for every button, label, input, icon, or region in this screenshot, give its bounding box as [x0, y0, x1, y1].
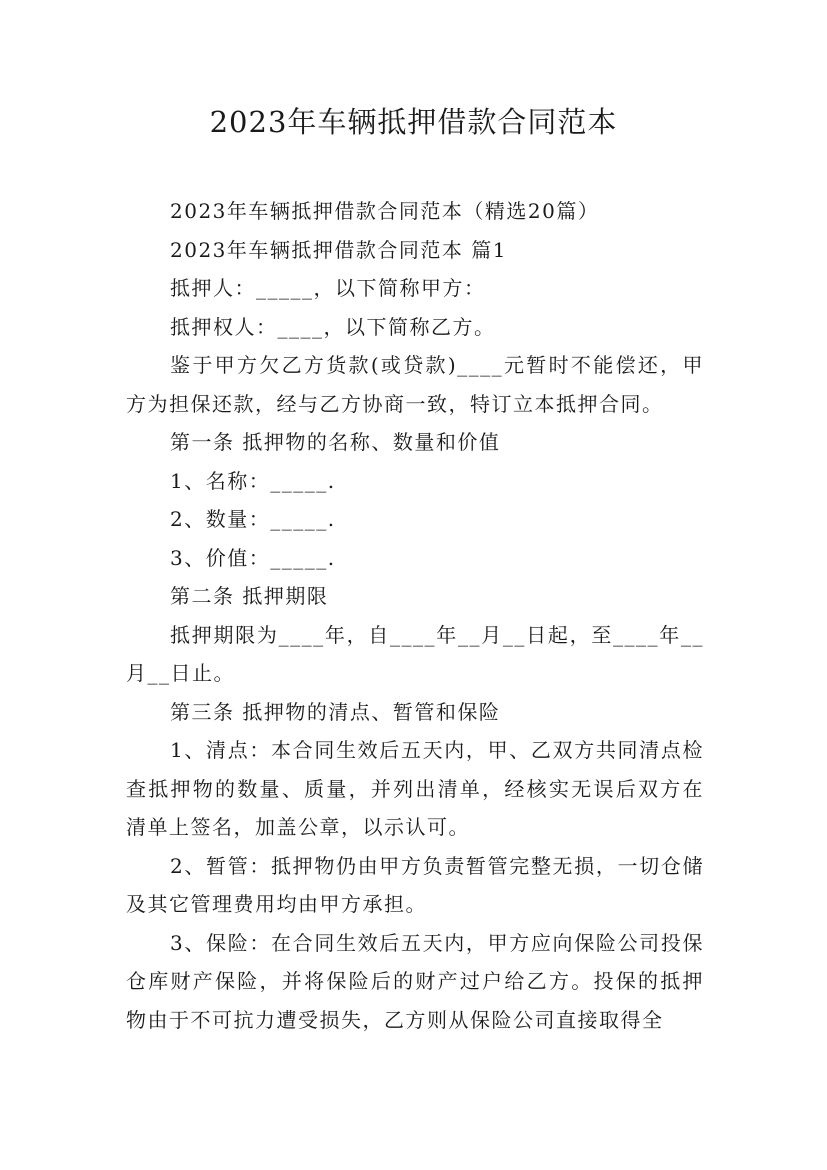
term-paragraph: 抵押期限为____年，自____年__月__日起，至____年__月__日止。 — [126, 622, 704, 685]
article-heading: 第一条 抵押物的名称、数量和价值 — [170, 430, 501, 454]
clause-item: 3、保险：在合同生效后五天内，甲方应向保险公司投保仓库财产保险，并将保险后的财产过户给乙方。投保的抵押物由于不可抗力遭受损失，乙方则从保险公司直接取得全 — [126, 930, 704, 1032]
party-b-line: 抵押权人：____，以下简称乙方。 — [170, 314, 496, 339]
article-heading: 第二条 抵押期限 — [170, 584, 329, 608]
party-a-line: 抵押人：_____，以下简称甲方： — [170, 276, 486, 300]
document-title: 2023年车辆抵押借款合同范本 — [209, 105, 618, 139]
preamble-paragraph: 鉴于甲方欠乙方货款(或贷款)____元暂时不能偿还，甲方为担保还款，经与乙方协商一致，特订立本抵押合同。 — [126, 353, 704, 416]
document-body — [126, 192, 704, 1039]
clause-item: 1、名称：_____. — [170, 468, 336, 493]
article-heading: 第三条 抵押物的清点、暂管和保险 — [170, 699, 501, 724]
clause-item: 1、清点：本合同生效后五天内，甲、乙双方共同清点检查抵押物的数量、质量，并列出清单，经核实无误后双方在清单上签名，加盖公章，以示认可。 — [126, 738, 704, 839]
clause-item: 2、数量：_____. — [170, 507, 336, 531]
clause-item: 3、价值：_____. — [170, 545, 336, 570]
subtitle-line: 2023年车辆抵押借款合同范本（精选20篇） — [170, 199, 600, 223]
clause-item: 2、暂管：抵押物仍由甲方负责暂管完整无损，一切仓储及其它管理费用均由甲方承担。 — [126, 853, 704, 916]
section-heading: 2023年车辆抵押借款合同范本 篇1 — [170, 237, 507, 262]
